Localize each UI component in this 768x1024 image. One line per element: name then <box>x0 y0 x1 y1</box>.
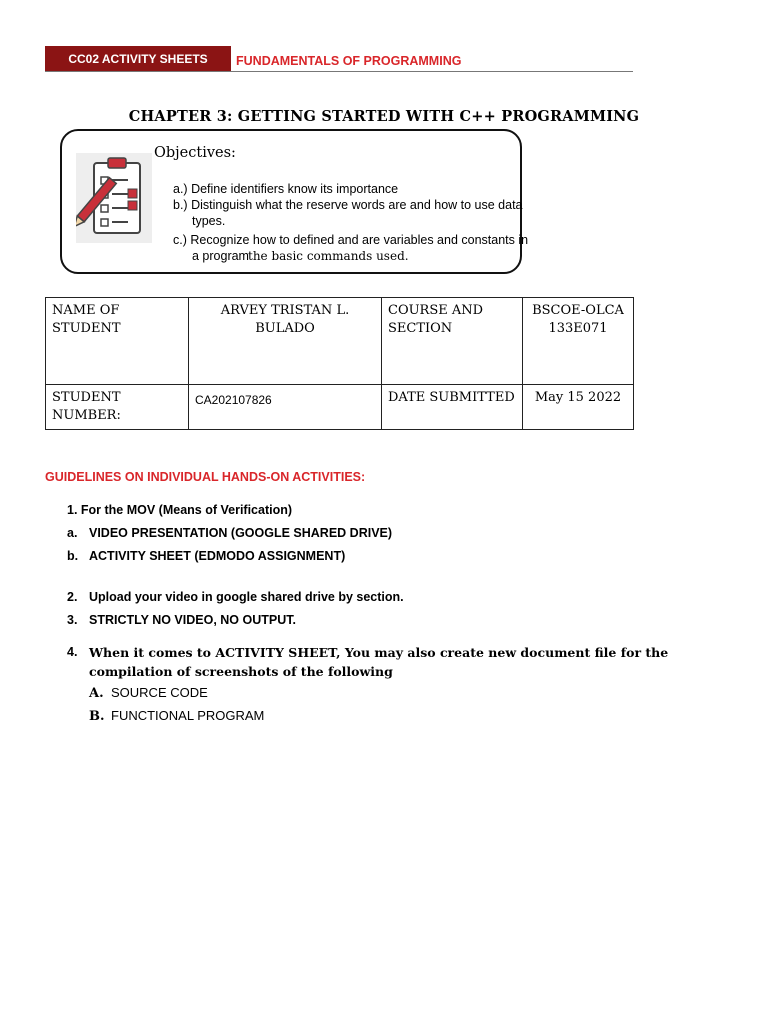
guideline-item-1: 1. For the MOV (Means of Verification) <box>67 503 293 517</box>
list-text: SOURCE CODE <box>111 685 208 700</box>
date-value: May 15 2022 <box>523 385 634 430</box>
guideline-item-4-line1: When it comes to ACTIVITY SHEET, You may also create new document file for the <box>89 645 669 660</box>
header-badge-label: CC02 ACTIVITY SHEETS <box>68 52 208 66</box>
guideline-item-4a <box>89 685 208 701</box>
guideline-item-3 <box>67 613 296 627</box>
header-subject: FUNDAMENTALS OF PROGRAMMING <box>236 54 462 68</box>
guidelines-heading: GUIDELINES ON INDIVIDUAL HANDS-ON ACTIVITIES: <box>45 470 366 484</box>
objective-c-continued: a program <box>192 249 249 263</box>
guideline-item-2 <box>67 590 404 604</box>
objective-text: Distinguish what the reserve words are and how to use data <box>191 198 523 212</box>
list-text: ACTIVITY SHEET (EDMODO ASSIGNMENT) <box>89 549 346 563</box>
objectives-heading: Objectives: <box>154 145 236 161</box>
list-marker: 3. <box>67 613 78 627</box>
header-divider <box>45 71 633 72</box>
objective-text: Define identifiers know its importance <box>191 182 399 196</box>
objective-b-continued: types. <box>192 214 226 228</box>
objective-marker: b.) <box>173 198 188 212</box>
clipboard-checklist-icon <box>76 153 152 243</box>
objective-c <box>173 232 528 248</box>
list-text: FUNCTIONAL PROGRAM <box>111 708 265 723</box>
list-marker: a. <box>67 526 78 540</box>
guideline-item-4b <box>89 708 264 724</box>
list-marker: 2. <box>67 590 78 604</box>
list-marker: 4. <box>67 645 78 659</box>
course-value: BSCOE-OLCA133E071 <box>523 298 634 385</box>
table-row <box>46 385 634 430</box>
objective-marker: c.) <box>173 233 187 247</box>
list-marker: A. <box>89 686 104 701</box>
number-value: CA202107826 <box>189 385 382 430</box>
list-text: Upload your video in google shared drive by section. <box>89 590 404 604</box>
list-text: VIDEO PRESENTATION (GOOGLE SHARED DRIVE) <box>89 526 393 540</box>
name-value: ARVEY TRISTAN L. BULADO <box>189 298 382 385</box>
list-text: STRICTLY NO VIDEO, NO OUTPUT. <box>89 613 296 627</box>
objective-b <box>173 197 523 213</box>
objective-marker: a.) <box>173 182 188 196</box>
table-row <box>46 298 634 385</box>
list-marker: b. <box>67 549 79 563</box>
course-label: COURSE AND SECTION <box>382 298 523 385</box>
objective-a <box>173 181 398 197</box>
number-label: STUDENT NUMBER: <box>46 385 189 430</box>
list-marker: B. <box>89 709 105 724</box>
date-label: DATE SUBMITTED <box>382 385 523 430</box>
name-label: NAME OF STUDENT <box>46 298 189 385</box>
guideline-item-4-line2: compilation of screenshots of the following <box>89 664 393 679</box>
header-badge <box>45 46 231 72</box>
guideline-item-1b <box>67 549 345 563</box>
guideline-item-4-marker <box>67 645 89 659</box>
objective-overlap-text: the basic commands used. <box>248 249 409 263</box>
objective-text: Recognize how to defined and are variables and constants in <box>190 233 529 247</box>
chapter-title: CHAPTER 3: GETTING STARTED WITH C++ PROGRAMMING <box>128 108 640 125</box>
student-info-table <box>45 297 634 430</box>
guideline-item-1a <box>67 526 392 540</box>
